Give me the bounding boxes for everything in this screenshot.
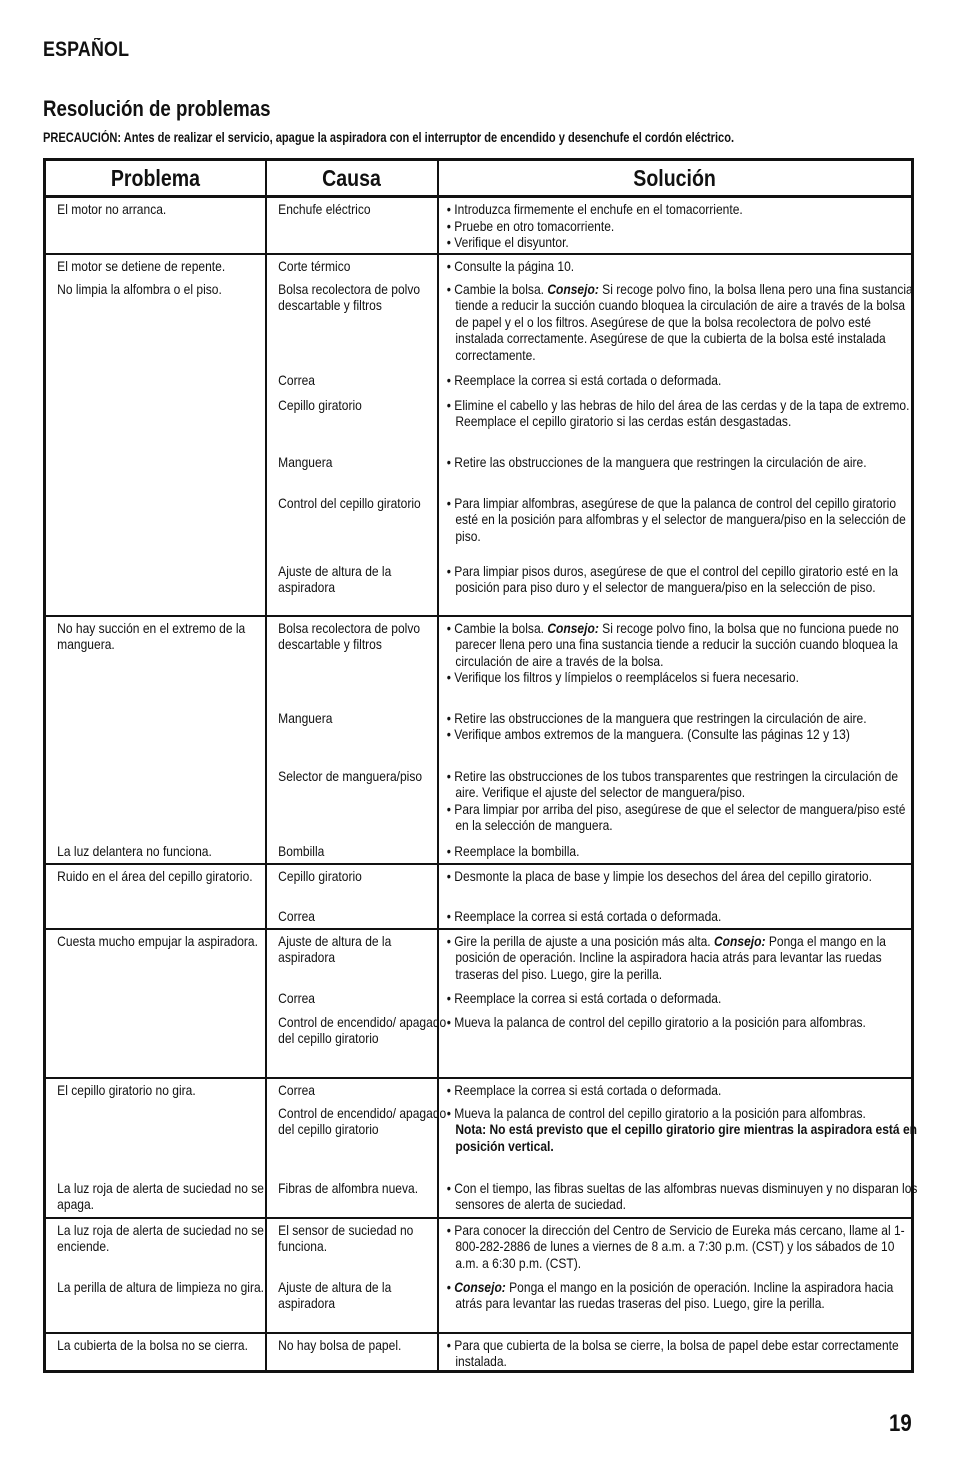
solution-item: • Mueva la palanca de control del cepillo giratorio a la posición para alfombras.: [446, 1014, 917, 1031]
cause-cell: Correa: [277, 371, 315, 388]
cause-cell: Ajuste de altura de la aspiradora: [277, 1278, 391, 1312]
solution-cell: [439, 1102, 918, 1155]
table-row: [45, 616, 913, 707]
cause-cell: No hay bolsa de papel.: [277, 1336, 401, 1353]
solution-item: • Para limpiar pisos duros, asegúrese de que el control del cepillo giratorio esté en la posición para piso duro y el selector de manguera/piso en la selección de piso.: [446, 563, 917, 596]
solution-item: • Retire las obstrucciones de los tubos transparentes que restringen la circulación de aire. Verifique el ajuste del selector de manguera/piso.: [446, 768, 917, 801]
tip-label: Consejo:: [713, 932, 765, 949]
solution-item: • Reemplace la correa si está cortada o deformada.: [446, 372, 917, 389]
cause-cell: Fibras de alfombra nueva.: [277, 1179, 418, 1196]
tip-label: Consejo:: [453, 1278, 506, 1295]
solution-item: • Elimine el cabello y las hebras de hilo del área de las cerdas y de la tapa de extremo. Reemplace el cepillo giratorio si las cerdas están desgastadas.: [446, 397, 917, 430]
table-row: [45, 929, 913, 987]
cause-cell: Control de encendido/ apagado del cepillo giratorio: [277, 1013, 446, 1047]
solution-cell: [439, 560, 918, 596]
table-row: [45, 840, 913, 864]
solution-item: • Desmonte la placa de base y limpie los desechos del área del cepillo giratorio.: [446, 868, 917, 885]
solution-cell: [439, 765, 918, 834]
problem-cell: [46, 369, 275, 372]
column-header-solution: Solución: [438, 160, 913, 197]
table-header-row: [45, 160, 913, 197]
solution-item: • Consulte la página 10.: [446, 258, 917, 275]
table-row: [45, 765, 913, 840]
solution-cell: [439, 1334, 918, 1370]
solution-cell: [439, 451, 918, 471]
table-row: [45, 492, 913, 560]
cause-cell: Corte térmico: [277, 257, 350, 274]
cause-cell: Bombilla: [277, 842, 324, 859]
solution-item: • Reemplace la correa si está cortada o deformada.: [446, 990, 917, 1007]
tip-label: Consejo:: [546, 619, 599, 636]
solution-item: • Reemplace la bombilla.: [446, 843, 917, 860]
table-row: [45, 254, 913, 278]
solution-item: • Mueva la palanca de control del cepillo giratorio a la posición para alfombras.: [446, 1105, 917, 1122]
problem-cell: [46, 707, 275, 710]
solution-item: • Gire la perilla de ajuste a una posición más alta. Consejo: Ponga el mango en la posición de operación. Incline la aspiradora hacia atrás para levantar las ruedas traseras del piso. Luego, gire la perilla.: [446, 933, 917, 983]
table-row: [45, 560, 913, 616]
solution-cell: [439, 987, 918, 1007]
problem-cell: [46, 987, 275, 990]
table-row: [45, 1177, 913, 1218]
solution-cell: [439, 278, 918, 364]
solution-cell: [439, 1079, 918, 1099]
tip-label: Consejo:: [546, 280, 599, 297]
problem-cell: [46, 394, 275, 397]
note-text: Nota: No está previsto que el cepillo giratorio gire mientras la aspiradora está en posición vertical.: [454, 1121, 917, 1154]
cause-cell: Ajuste de altura de la aspiradora: [277, 932, 391, 966]
table-row: [45, 1218, 913, 1276]
cause-cell: Control del cepillo giratorio: [277, 494, 421, 511]
solution-item: • Retire las obstrucciones de la manguera que restringen la circulación de aire.: [446, 454, 917, 471]
cause-cell: Correa: [277, 989, 315, 1006]
solution-cell: [439, 707, 918, 743]
solution-cell: [439, 369, 918, 389]
problem-cell: [46, 1011, 275, 1014]
table-row: [45, 1011, 913, 1078]
solution-item: • Con el tiempo, las fibras sueltas de las alfombras nuevas disminuyen y no disparan los sensores de alerta de suciedad.: [446, 1180, 917, 1213]
problem-cell: El cepillo giratorio no gira.: [57, 1081, 196, 1098]
table-row: [45, 864, 913, 905]
solution-cell: [439, 255, 918, 275]
problem-cell: [46, 492, 275, 495]
problem-cell: [46, 1102, 275, 1105]
cause-cell: Manguera: [277, 709, 332, 726]
solution-cell: [439, 492, 918, 545]
problem-cell: La cubierta de la bolsa no se cierra.: [57, 1336, 248, 1353]
problem-cell: La luz roja de alerta de suciedad no se enciende.: [57, 1221, 265, 1255]
problem-cell: No limpia la alfombra o el piso.: [57, 280, 222, 297]
cause-cell: Manguera: [277, 453, 332, 470]
table-row: [45, 1333, 913, 1372]
problem-cell: [46, 905, 275, 908]
problem-cell: No hay succión en el extremo de la manguera.: [57, 619, 246, 653]
table-row: [45, 905, 913, 929]
solution-cell: [439, 1219, 918, 1272]
solution-item: • Cambie la bolsa. Consejo: Si recoge polvo fino, la bolsa que no funciona puede no parecer llena pero una fina sustancia tiende a reducir la succión cuando bloquea la circulación de aire a través de la bolsa.: [446, 620, 917, 670]
cause-cell: Correa: [277, 1081, 315, 1098]
table-row: [45, 278, 913, 369]
solution-cell: [439, 930, 918, 983]
solution-item: • Verifique el disyuntor.: [446, 234, 917, 251]
solution-cell: [439, 1011, 918, 1031]
solution-item: • Verifique los filtros y límpielos o reemplácelos si fuera necesario.: [446, 669, 917, 686]
problem-cell: El motor se detiene de repente.: [57, 257, 226, 274]
solution-item: • Para limpiar por arriba del piso, asegúrese de que el selector de manguera/piso esté en la selección de manguera.: [446, 801, 917, 834]
problem-cell: [46, 765, 275, 768]
solution-cell: [439, 198, 918, 251]
solution-cell: [439, 394, 918, 430]
cause-cell: Bolsa recolectora de polvo descartable y filtros: [277, 280, 420, 314]
cause-cell: Ajuste de altura de la aspiradora: [277, 562, 391, 596]
section-title: Resolución de problemas: [43, 96, 271, 121]
problem-cell: El motor no arranca.: [57, 201, 167, 217]
table-row: [45, 394, 913, 451]
language-label: ESPAÑOL: [43, 38, 130, 61]
table-row: [45, 369, 913, 394]
cause-cell: Control de encendido/ apagado del cepillo giratorio: [277, 1104, 446, 1138]
solution-item: • Cambie la bolsa. Consejo: Si recoge polvo fino, la bolsa llena pero una fina sustancia tiende a reducir la succión cuando bloquea la circulación de aire a través de la bolsa de papel y el o los filtros. Asegúrese de que la bolsa recolectora de polvo esté instalada correctamente. Asegúrese de que la cubierta de la bolsa esté instalada correctamente.: [446, 281, 917, 364]
solution-item: • Reemplace la correa si está cortada o deformada.: [446, 1082, 917, 1099]
table-row: [45, 707, 913, 765]
table-row: [45, 1078, 913, 1102]
solution-cell: [439, 617, 918, 686]
solution-item: • Para que cubierta de la bolsa se cierre, la bolsa de papel debe estar correctamente instalada.: [446, 1337, 917, 1370]
solution-cell: [439, 905, 918, 925]
cause-cell: Correa: [277, 907, 315, 924]
table-row: [45, 987, 913, 1011]
troubleshooting-table: [43, 158, 917, 1373]
table-row: [45, 1102, 913, 1177]
cause-cell: Bolsa recolectora de polvo descartable y filtros: [277, 619, 420, 653]
problem-cell: Cuesta mucho empujar la aspiradora.: [57, 932, 258, 949]
problem-cell: [46, 451, 275, 454]
column-header-problem: Problema: [45, 160, 266, 197]
caution-text: PRECAUCIÓN: Antes de realizar el servicio, apague la aspiradora con el interruptor de encendido y desenchufe el cordón eléctrico.: [43, 130, 735, 145]
solution-item: • Para limpiar alfombras, asegúrese de que la palanca de control del cepillo giratorio esté en la posición para alfombras y el selector de manguera/piso en la selección de piso.: [446, 495, 917, 545]
cause-cell: Cepillo giratorio: [277, 867, 362, 884]
solution-item: • Reemplace la correa si está cortada o deformada.: [446, 908, 917, 925]
solution-item: • Pruebe en otro tomacorriente.: [446, 218, 917, 235]
problem-cell: Ruido en el área del cepillo giratorio.: [57, 867, 253, 884]
problem-cell: [46, 560, 275, 563]
solution-item: • Verifique ambos extremos de la manguera. (Consulte las páginas 12 y 13): [446, 726, 917, 743]
solution-cell: [439, 1177, 918, 1213]
solution-item: • Introduzca firmemente el enchufe en el tomacorriente.: [446, 201, 917, 218]
problem-cell: La luz delantera no funciona.: [57, 842, 212, 859]
solution-cell: [439, 1276, 918, 1312]
table-row: [45, 197, 913, 254]
cause-cell: Selector de manguera/piso: [277, 767, 422, 784]
solution-item: • Consejo: Ponga el mango en la posición de operación. Incline la aspiradora hacia atrás para levantar las ruedas traseras del piso. Luego, gire la perilla.: [446, 1279, 917, 1312]
page-number: 19: [889, 1410, 912, 1437]
solution-cell: [439, 840, 918, 860]
problem-cell: La luz roja de alerta de suciedad no se apaga.: [57, 1179, 265, 1213]
solution-cell: [439, 865, 918, 885]
cause-cell: Enchufe eléctrico: [277, 201, 371, 217]
cause-cell: El sensor de suciedad no funciona.: [277, 1221, 413, 1255]
solution-item: • Para conocer la dirección del Centro de Servicio de Eureka más cercano, llame al 1-800-282-2886 de lunes a viernes de 8 a.m. a 7:30 p.m. (CST) y los sábados de 10 a.m. a 6:30 p.m. (CST).: [446, 1222, 917, 1272]
table-row: [45, 1276, 913, 1333]
solution-item: • Retire las obstrucciones de la manguera que restringen la circulación de aire.: [446, 710, 917, 727]
cause-cell: Cepillo giratorio: [277, 396, 362, 413]
problem-cell: La perilla de altura de limpieza no gira.: [57, 1278, 264, 1295]
column-header-cause: Causa: [266, 160, 438, 197]
table-row: [45, 451, 913, 492]
